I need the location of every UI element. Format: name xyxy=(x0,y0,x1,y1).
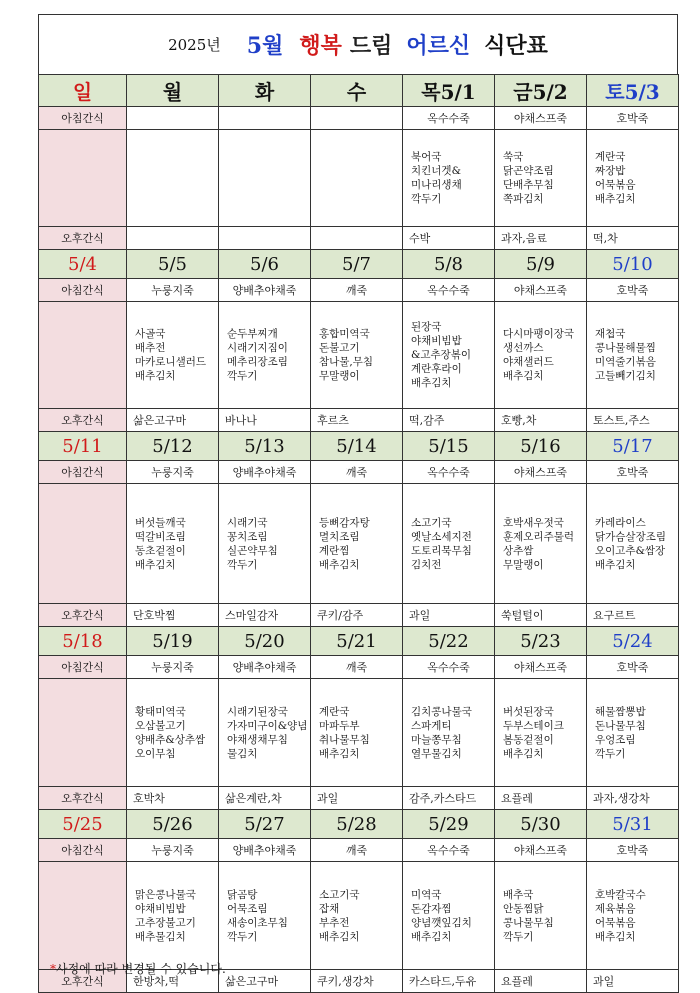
date-cell: 5/13 xyxy=(219,432,311,461)
weekday-header: 화 xyxy=(219,75,311,107)
dish: 재첩국 xyxy=(595,328,626,340)
dish: 호박칼국수 xyxy=(595,888,646,901)
morning-snack-cell: 옥수수죽 xyxy=(403,656,495,679)
title-word-4: 식단표 xyxy=(484,33,548,59)
morning-snack-row xyxy=(39,461,679,484)
meal-cell xyxy=(495,130,587,227)
date-cell: 5/10 xyxy=(587,250,679,279)
morning-snack-label: 아침간식 xyxy=(39,839,127,862)
dish: 안동찜닭 xyxy=(503,902,544,915)
meal-cell xyxy=(311,679,403,787)
dish: 순두부찌개 xyxy=(227,328,278,340)
date-cell: 5/29 xyxy=(403,810,495,839)
dish: 단배추무침 xyxy=(503,179,554,191)
date-cell: 5/23 xyxy=(495,627,587,656)
date-cell: 5/4 xyxy=(39,250,127,279)
dish: 고들빼기김치 xyxy=(595,370,656,382)
morning-snack-cell: 누룽지죽 xyxy=(127,839,219,862)
date-cell: 5/28 xyxy=(311,810,403,839)
date-cell: 5/18 xyxy=(39,627,127,656)
dish: 도토리묵무침 xyxy=(411,544,472,557)
dish: 야채비빔밥 xyxy=(411,335,462,347)
afternoon-snack-cell: 호빵,차 xyxy=(495,409,587,432)
title-year: 2025년 xyxy=(168,36,221,54)
date-cell: 5/8 xyxy=(403,250,495,279)
dish: 마늘쫑무침 xyxy=(411,733,462,746)
meal-cell xyxy=(587,484,679,604)
morning-snack-row xyxy=(39,279,679,302)
dish: 등뼈감자탕 xyxy=(319,516,370,529)
dish: 배추김치 xyxy=(319,747,360,760)
date-cell: 5/30 xyxy=(495,810,587,839)
title-word-2: 드림 xyxy=(349,33,393,59)
date-cell: 5/6 xyxy=(219,250,311,279)
afternoon-snack-row xyxy=(39,409,679,432)
menu-sheet xyxy=(38,14,678,993)
morning-snack-row xyxy=(39,107,679,130)
afternoon-snack-cell: 요플레 xyxy=(495,787,587,810)
title-word-3: 어르신 xyxy=(406,33,471,59)
dish: 소고기국 xyxy=(319,888,360,901)
morning-snack-cell xyxy=(311,107,403,130)
afternoon-snack-cell: 쿠키,생강차 xyxy=(311,970,403,993)
morning-snack-cell: 야채스프죽 xyxy=(495,839,587,862)
dish: 오이고추&쌈장 xyxy=(595,544,666,557)
afternoon-snack-cell: 요플레 xyxy=(495,970,587,993)
meal-cell xyxy=(495,302,587,409)
dish: 배추김치 xyxy=(503,370,544,382)
dish: 닭곰탕 xyxy=(227,888,258,901)
dish: 콩나물해물찜 xyxy=(595,342,656,354)
weekday-header: 수 xyxy=(311,75,403,107)
afternoon-snack-cell: 호박차 xyxy=(127,787,219,810)
dish: 미나리생채 xyxy=(411,179,462,191)
weekday-header: 일 xyxy=(39,75,127,107)
dish: 깍두기 xyxy=(595,747,626,760)
morning-snack-cell: 호박죽 xyxy=(587,839,679,862)
morning-snack-cell: 깨죽 xyxy=(311,279,403,302)
afternoon-snack-cell: 후르츠 xyxy=(311,409,403,432)
afternoon-snack-cell: 과일 xyxy=(587,970,679,993)
morning-snack-cell: 옥수수죽 xyxy=(403,279,495,302)
dish: 마카로니샐러드 xyxy=(135,356,207,368)
morning-snack-label: 아침간식 xyxy=(39,656,127,679)
afternoon-snack-label: 오후간식 xyxy=(39,787,127,810)
date-cell: 5/26 xyxy=(127,810,219,839)
dish: 배추김치 xyxy=(595,193,636,205)
meal-cell xyxy=(127,302,219,409)
dish: 실곤약무침 xyxy=(227,544,278,557)
dish: 꽁치조림 xyxy=(227,530,268,543)
footnote xyxy=(50,960,226,977)
morning-snack-cell: 양배추야채죽 xyxy=(219,461,311,484)
dish: 생선까스 xyxy=(503,342,544,354)
dish: 참나물,무침 xyxy=(319,356,374,368)
dish: 황태미역국 xyxy=(135,705,186,718)
afternoon-snack-label: 오후간식 xyxy=(39,227,127,250)
dish: 깍두기 xyxy=(503,930,534,943)
meal-cell xyxy=(403,679,495,787)
date-cell: 5/24 xyxy=(587,627,679,656)
meal-cell xyxy=(219,130,311,227)
meal-cell xyxy=(587,679,679,787)
dish: 소고기국 xyxy=(411,516,452,529)
date-cell: 5/16 xyxy=(495,432,587,461)
afternoon-snack-label: 오후간식 xyxy=(39,409,127,432)
afternoon-snack-cell: 과일 xyxy=(403,604,495,627)
afternoon-snack-label: 오후간식 xyxy=(39,604,127,627)
morning-snack-row xyxy=(39,656,679,679)
meal-cell xyxy=(127,679,219,787)
meal-label-cell xyxy=(39,862,127,970)
dish: 홍합미역국 xyxy=(319,328,370,340)
date-cell: 5/20 xyxy=(219,627,311,656)
date-cell: 5/17 xyxy=(587,432,679,461)
morning-snack-cell: 깨죽 xyxy=(311,839,403,862)
morning-snack-cell: 야채스프죽 xyxy=(495,461,587,484)
meal-row xyxy=(39,862,679,970)
dish: 돈감자찜 xyxy=(411,902,452,915)
dish: 쑥국 xyxy=(503,151,524,163)
date-cell: 5/15 xyxy=(403,432,495,461)
dish: 야채샐러드 xyxy=(503,356,554,368)
afternoon-snack-cell: 토스트,주스 xyxy=(587,409,679,432)
dish: 야채비빔밥 xyxy=(135,902,186,915)
dish: 김치전 xyxy=(411,558,442,571)
meal-cell xyxy=(403,484,495,604)
dish: 깍두기 xyxy=(227,930,258,943)
dish: 다시마팽이장국 xyxy=(503,328,575,340)
dish: 짜장밥 xyxy=(595,165,626,177)
footnote-mark: * xyxy=(50,962,56,976)
date-cell: 5/21 xyxy=(311,627,403,656)
morning-snack-cell: 깨죽 xyxy=(311,656,403,679)
dish: 배추김치 xyxy=(135,370,176,382)
date-cell: 5/19 xyxy=(127,627,219,656)
dish: 마파두부 xyxy=(319,719,360,732)
meal-cell xyxy=(403,302,495,409)
afternoon-snack-cell xyxy=(127,227,219,250)
dish: 시래기지짐이 xyxy=(227,342,288,354)
dish: 맑은콩나물국 xyxy=(135,888,196,901)
dish: 가자미구이&양념 xyxy=(227,719,308,732)
dish: 돈불고기 xyxy=(319,342,360,354)
date-cell: 5/14 xyxy=(311,432,403,461)
morning-snack-cell xyxy=(219,107,311,130)
morning-snack-cell: 옥수수죽 xyxy=(403,839,495,862)
morning-snack-cell: 야채스프죽 xyxy=(495,107,587,130)
morning-snack-cell: 깨죽 xyxy=(311,461,403,484)
dish: 어묵볶음 xyxy=(595,916,636,929)
morning-snack-cell: 야채스프죽 xyxy=(495,656,587,679)
afternoon-snack-cell: 삶은계란,차 xyxy=(219,787,311,810)
dish: &고추장볶이 xyxy=(411,349,472,361)
weekday-header-row xyxy=(39,75,679,107)
dish: 계란국 xyxy=(595,151,626,163)
dish: 훈제오리주물럭 xyxy=(503,530,575,543)
dish: 사골국 xyxy=(135,328,166,340)
dish: 된장국 xyxy=(411,321,442,333)
meal-row xyxy=(39,302,679,409)
date-cell: 5/12 xyxy=(127,432,219,461)
dish: 배추물김치 xyxy=(135,930,186,943)
dish: 계란국 xyxy=(319,705,350,718)
dish: 배추김치 xyxy=(411,377,452,389)
dish: 치킨너겟& xyxy=(411,165,461,177)
dish: 배추김치 xyxy=(595,558,636,571)
dish: 콩나물무침 xyxy=(503,916,554,929)
dish: 버섯된장국 xyxy=(503,705,554,718)
morning-snack-label: 아침간식 xyxy=(39,279,127,302)
dish: 배추김치 xyxy=(319,930,360,943)
dish: 오이무침 xyxy=(135,747,176,760)
afternoon-snack-cell: 감주,카스타드 xyxy=(403,787,495,810)
dish: 해물짬뽕밥 xyxy=(595,705,646,718)
afternoon-snack-label: 오후간식 xyxy=(39,970,127,993)
dish: 제육볶음 xyxy=(595,902,636,915)
dish: 계란찜 xyxy=(319,544,350,557)
dish: 양배추&상추쌈 xyxy=(135,733,206,746)
meal-cell xyxy=(587,302,679,409)
morning-snack-cell: 야채스프죽 xyxy=(495,279,587,302)
dish: 미역줄기볶음 xyxy=(595,356,656,368)
date-row xyxy=(39,627,679,656)
meal-cell xyxy=(219,302,311,409)
afternoon-snack-cell: 단호박찜 xyxy=(127,604,219,627)
dish: 열무물김치 xyxy=(411,747,462,760)
meal-label-cell xyxy=(39,484,127,604)
title-month: 5월 xyxy=(246,33,284,59)
afternoon-snack-cell: 과자,음료 xyxy=(495,227,587,250)
dish: 배추전 xyxy=(135,342,166,354)
morning-snack-cell: 호박죽 xyxy=(587,656,679,679)
date-cell: 5/27 xyxy=(219,810,311,839)
afternoon-snack-row xyxy=(39,604,679,627)
afternoon-snack-cell: 쑥털털이 xyxy=(495,604,587,627)
dish: 어묵조림 xyxy=(227,902,268,915)
dish: 배추김치 xyxy=(595,930,636,943)
dish: 상추쌈 xyxy=(503,544,534,557)
afternoon-snack-cell: 스마일감자 xyxy=(219,604,311,627)
meal-row xyxy=(39,484,679,604)
afternoon-snack-cell: 수박 xyxy=(403,227,495,250)
dish: 깍두기 xyxy=(227,370,258,382)
meal-cell xyxy=(311,130,403,227)
morning-snack-cell: 호박죽 xyxy=(587,279,679,302)
meal-cell xyxy=(311,862,403,970)
dish: 배추김치 xyxy=(319,558,360,571)
afternoon-snack-cell: 바나나 xyxy=(219,409,311,432)
date-cell: 5/7 xyxy=(311,250,403,279)
afternoon-snack-row xyxy=(39,787,679,810)
meal-cell xyxy=(127,862,219,970)
meal-cell xyxy=(495,484,587,604)
morning-snack-label: 아침간식 xyxy=(39,107,127,130)
dish: 오삼불고기 xyxy=(135,719,186,732)
afternoon-snack-cell: 쿠키/감주 xyxy=(311,604,403,627)
dish: 북어국 xyxy=(411,151,442,163)
meal-cell xyxy=(127,484,219,604)
dish: 배추김치 xyxy=(411,930,452,943)
dish: 배추김치 xyxy=(503,747,544,760)
date-row xyxy=(39,810,679,839)
dish: 김치콩나물국 xyxy=(411,705,472,718)
dish: 부추전 xyxy=(319,916,350,929)
dish: 동초겉절이 xyxy=(135,544,186,557)
dish: 우엉조림 xyxy=(595,733,636,746)
meal-label-cell xyxy=(39,679,127,787)
afternoon-snack-cell: 떡,감주 xyxy=(403,409,495,432)
dish: 미역국 xyxy=(411,888,442,901)
meal-cell xyxy=(587,862,679,970)
afternoon-snack-cell: 과일 xyxy=(311,787,403,810)
meal-cell xyxy=(403,862,495,970)
dish: 어묵볶음 xyxy=(595,179,636,191)
afternoon-snack-cell xyxy=(219,227,311,250)
dish: 배추김치 xyxy=(135,558,176,571)
dish: 쪽파김치 xyxy=(503,193,544,205)
meal-cell xyxy=(219,484,311,604)
date-cell: 5/25 xyxy=(39,810,127,839)
afternoon-snack-cell: 삶은고구마 xyxy=(219,970,311,993)
dish: 깍두기 xyxy=(227,558,258,571)
morning-snack-label: 아침간식 xyxy=(39,461,127,484)
afternoon-snack-cell: 요구르트 xyxy=(587,604,679,627)
afternoon-snack-cell: 삶은고구마 xyxy=(127,409,219,432)
morning-snack-cell: 누룽지죽 xyxy=(127,461,219,484)
date-row xyxy=(39,250,679,279)
afternoon-snack-cell: 카스타드,두유 xyxy=(403,970,495,993)
dish: 고추장불고기 xyxy=(135,916,196,929)
dish: 닭가슴살장조림 xyxy=(595,530,667,543)
morning-snack-cell xyxy=(127,107,219,130)
meal-cell xyxy=(219,679,311,787)
meal-cell xyxy=(495,679,587,787)
dish: 무말랭이 xyxy=(319,370,360,382)
date-cell: 5/31 xyxy=(587,810,679,839)
dish: 옛날소세지전 xyxy=(411,530,472,543)
meal-label-cell xyxy=(39,130,127,227)
dish: 배추국 xyxy=(503,888,534,901)
morning-snack-cell: 양배추야채죽 xyxy=(219,839,311,862)
meal-row xyxy=(39,130,679,227)
dish: 취나물무침 xyxy=(319,733,370,746)
morning-snack-cell: 누룽지죽 xyxy=(127,279,219,302)
weekday-header: 토5/3 xyxy=(587,75,679,107)
dish: 닭곤약조림 xyxy=(503,165,554,177)
dish: 잡채 xyxy=(319,902,340,915)
dish: 돈나물무침 xyxy=(595,719,646,732)
date-cell: 5/22 xyxy=(403,627,495,656)
dish: 야채생채무침 xyxy=(227,733,288,746)
morning-snack-cell: 양배추야채죽 xyxy=(219,656,311,679)
dish: 멸치조림 xyxy=(319,530,360,543)
dish: 새송이초무침 xyxy=(227,916,288,929)
meal-cell xyxy=(587,130,679,227)
weekday-header: 월 xyxy=(127,75,219,107)
menu-title xyxy=(38,14,678,74)
dish: 무말랭이 xyxy=(503,558,544,571)
morning-snack-row xyxy=(39,839,679,862)
meal-row xyxy=(39,679,679,787)
date-cell: 5/9 xyxy=(495,250,587,279)
date-row xyxy=(39,432,679,461)
menu-table xyxy=(38,74,679,993)
afternoon-snack-row xyxy=(39,227,679,250)
weekday-header: 금5/2 xyxy=(495,75,587,107)
dish: 물김치 xyxy=(227,747,258,760)
dish: 깍두기 xyxy=(411,193,442,205)
dish: 봄동겉절이 xyxy=(503,733,554,746)
dish: 양념깻잎김치 xyxy=(411,916,472,929)
meal-cell xyxy=(219,862,311,970)
dish: 메추리장조림 xyxy=(227,356,288,368)
morning-snack-cell: 호박죽 xyxy=(587,461,679,484)
dish: 호박새우젓국 xyxy=(503,516,564,529)
morning-snack-cell: 옥수수죽 xyxy=(403,461,495,484)
dish: 카레라이스 xyxy=(595,516,646,529)
morning-snack-cell: 호박죽 xyxy=(587,107,679,130)
afternoon-snack-cell: 과자,생강차 xyxy=(587,787,679,810)
dish: 시래기국 xyxy=(227,516,268,529)
meal-cell xyxy=(311,484,403,604)
dish: 버섯들깨국 xyxy=(135,516,186,529)
date-cell: 5/5 xyxy=(127,250,219,279)
weekday-header: 목5/1 xyxy=(403,75,495,107)
meal-cell xyxy=(311,302,403,409)
meal-label-cell xyxy=(39,302,127,409)
morning-snack-cell: 옥수수죽 xyxy=(403,107,495,130)
dish: 스파게티 xyxy=(411,719,452,732)
afternoon-snack-cell: 한방차,떡 xyxy=(127,970,219,993)
dish: 떡갈비조림 xyxy=(135,530,186,543)
dish: 계란후라이 xyxy=(411,363,462,375)
footnote-text: 사정에 따라 변경될 수 있습니다. xyxy=(56,962,226,976)
afternoon-snack-cell: 떡,차 xyxy=(587,227,679,250)
morning-snack-cell: 누룽지죽 xyxy=(127,656,219,679)
morning-snack-cell: 양배추야채죽 xyxy=(219,279,311,302)
dish: 두부스테이크 xyxy=(503,719,564,732)
meal-cell xyxy=(127,130,219,227)
meal-cell xyxy=(495,862,587,970)
meal-cell xyxy=(403,130,495,227)
dish: 시래기된장국 xyxy=(227,705,288,718)
title-word-1: 행복 xyxy=(299,33,342,59)
date-cell: 5/11 xyxy=(39,432,127,461)
afternoon-snack-cell xyxy=(311,227,403,250)
